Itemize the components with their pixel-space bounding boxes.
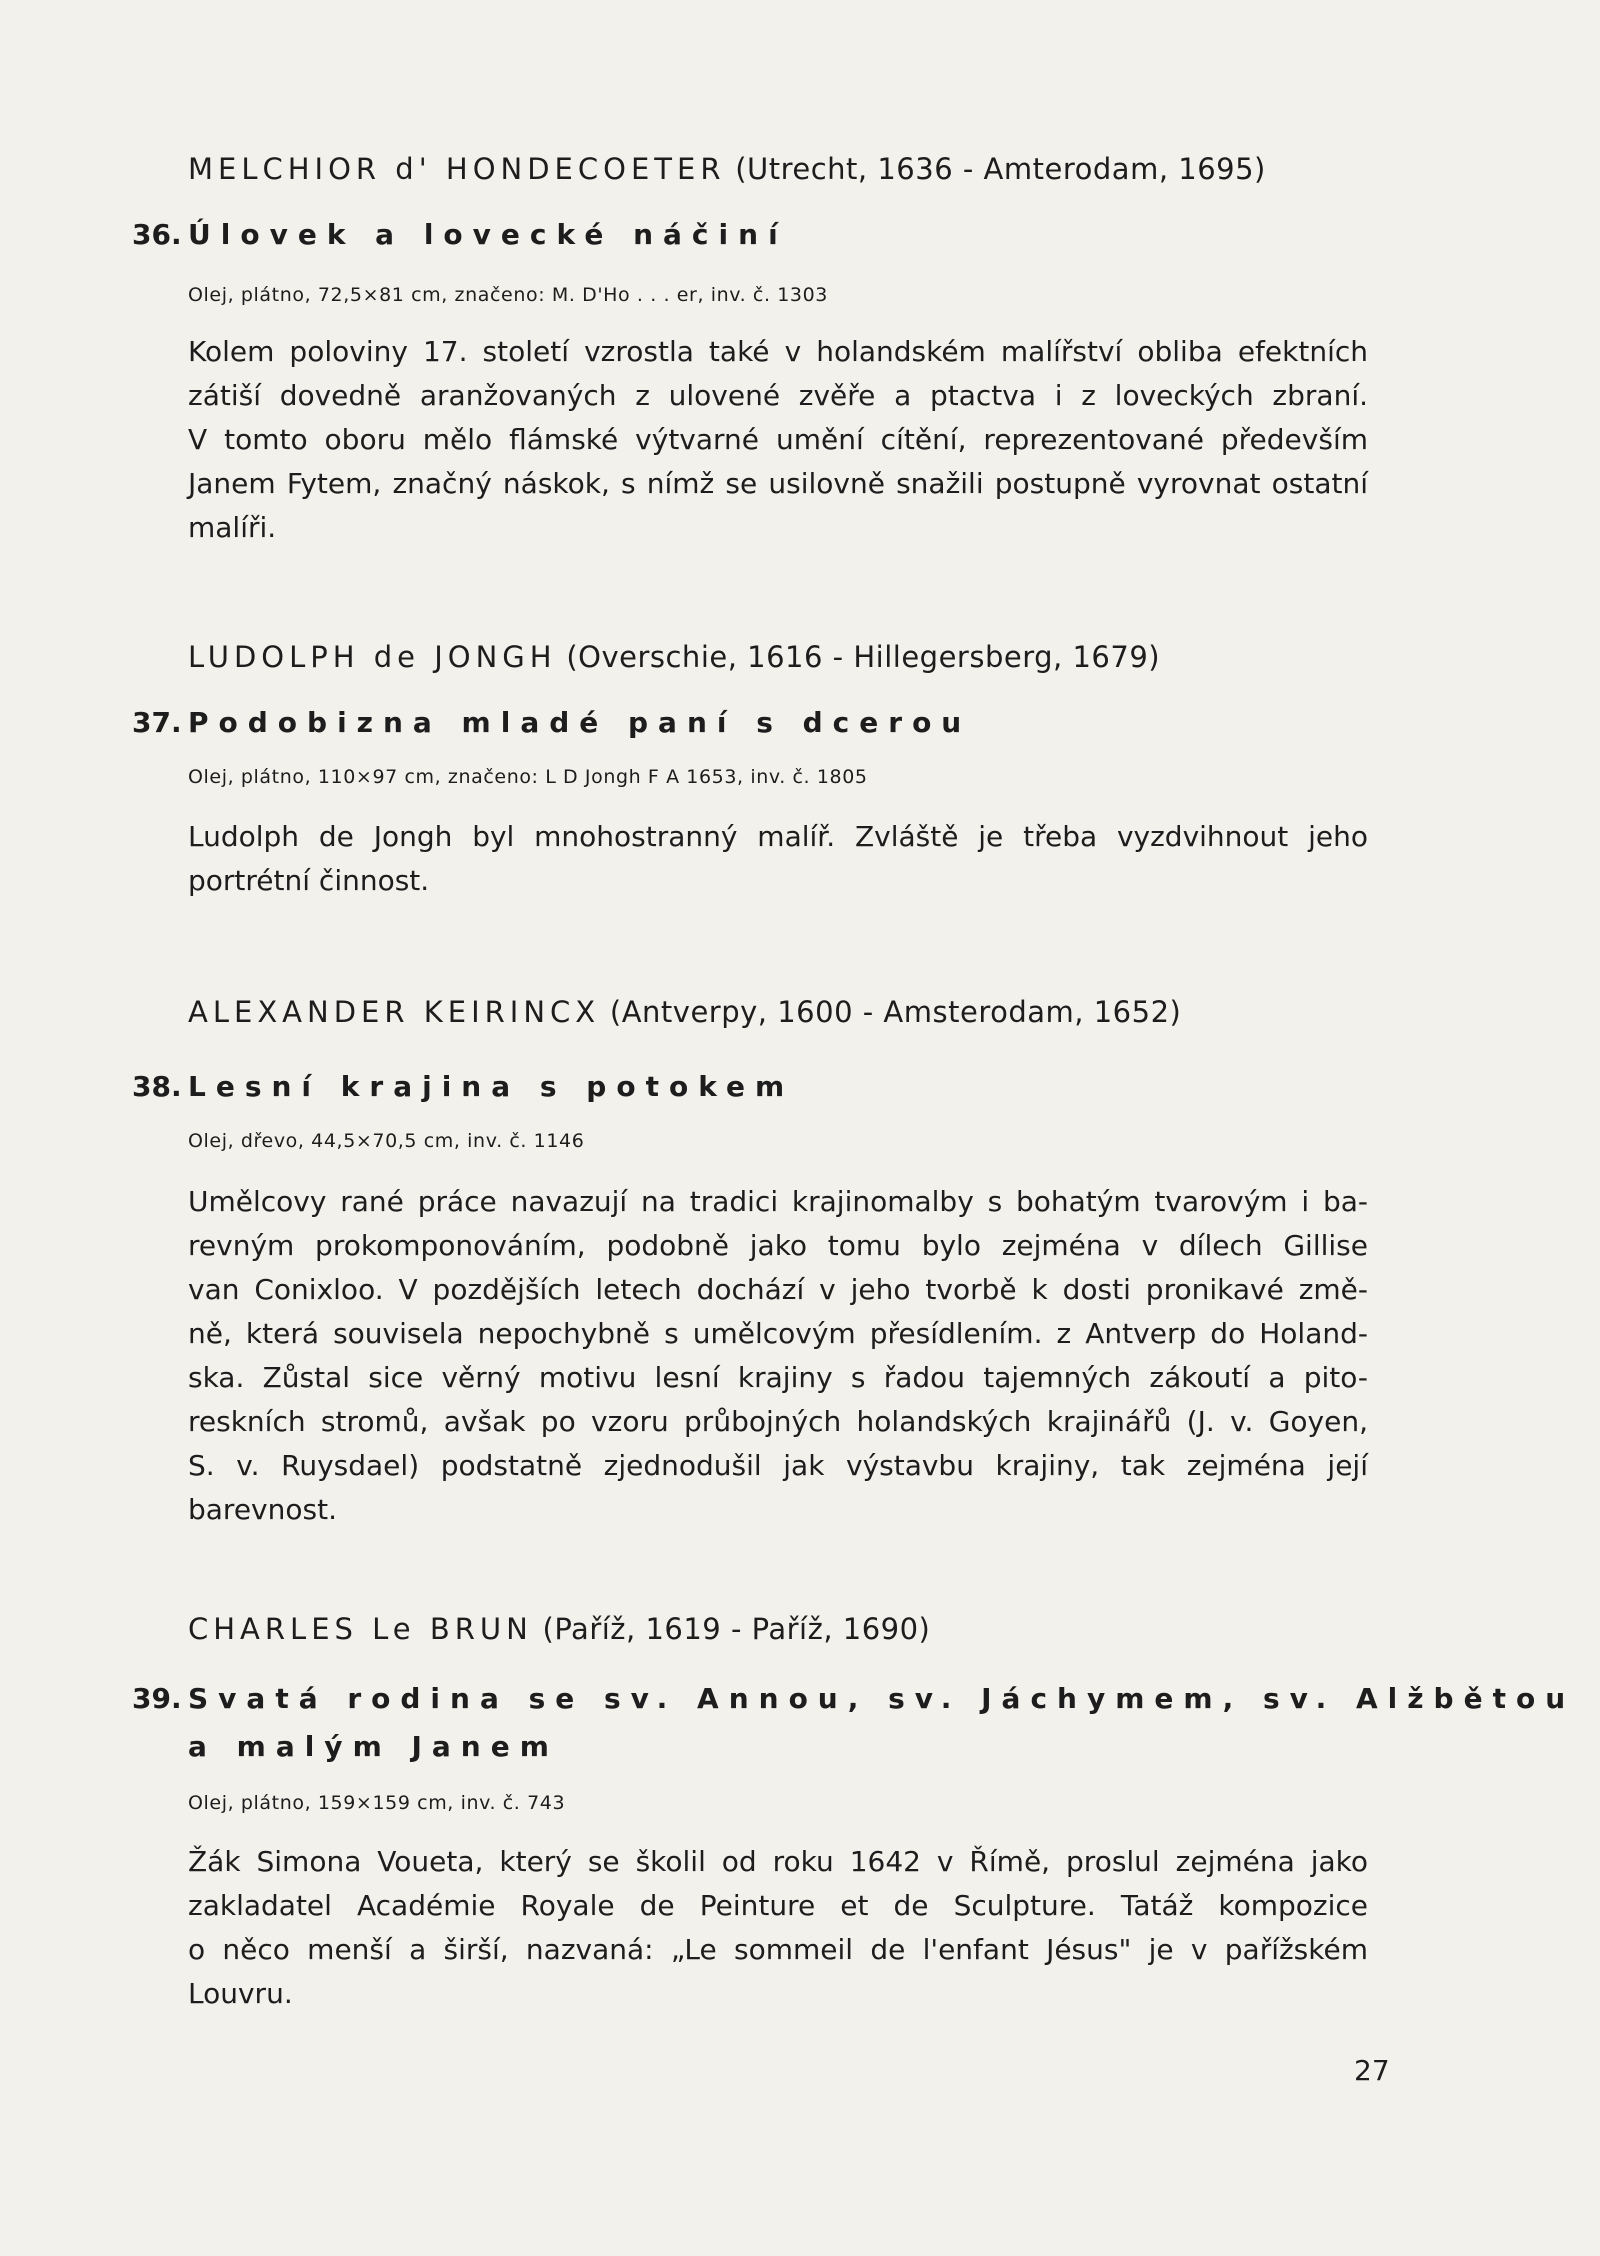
- artwork-title: Svatá rodina se sv. Annou, sv. Jáchymem, sv. Alžbětou: [188, 1682, 1576, 1715]
- catalogue-item-38-title: [132, 1070, 794, 1103]
- text-line: zakladatel Académie Royale de Peinture et de Sculpture. Tatáž kompozice: [188, 1889, 1368, 1922]
- artist-dates: (Overschie, 1616 - Hillegersberg, 1679): [566, 640, 1161, 674]
- artwork-title: Úlovek a lovecké náčiní: [188, 218, 788, 251]
- text-line: S. v. Ruysdael) podstatně zjednodušil jak výstavbu krajiny, tak zejména její: [188, 1449, 1368, 1482]
- item-number: 38.: [132, 1070, 182, 1103]
- artist-name: ALEXANDER KEIRINCX: [188, 995, 601, 1029]
- text-line: zátiší dovedně aranžovaných z ulovené zvěře a ptactva i z loveckých zbraní.: [188, 379, 1368, 412]
- artwork-details: Olej, plátno, 159×159 cm, inv. č. 743: [188, 1792, 566, 1814]
- text-line: revným prokomponováním, podobně jako tomu bylo zejména v dílech Gillise: [188, 1229, 1368, 1262]
- page-number: 27: [1354, 2054, 1390, 2087]
- artist-name: LUDOLPH de JONGH: [188, 640, 557, 674]
- text-line: van Conixloo. V pozdějších letech dochází v jeho tvorbě k dosti pronikavé změ-: [188, 1273, 1368, 1306]
- artist-dates: (Paříž, 1619 - Paříž, 1690): [542, 1612, 931, 1646]
- text-line: malíři.: [188, 511, 277, 544]
- artwork-description: [188, 1180, 1368, 1532]
- artist-heading-hondecoeter: [188, 152, 1266, 186]
- artist-dates: (Utrecht, 1636 - Amterodam, 1695): [735, 152, 1266, 186]
- catalogue-item-37-title: [132, 706, 971, 739]
- text-line: Kolem poloviny 17. století vzrostla také v holandském malířství obliba efektních: [188, 335, 1368, 368]
- text-line: Žák Simona Voueta, který se školil od roku 1642 v Římě, proslul zejména jako: [188, 1845, 1368, 1878]
- text-line: barevnost.: [188, 1493, 337, 1526]
- text-line: ska. Zůstal sice věrný motivu lesní krajiny s řadou tajemných zákoutí a pito-: [188, 1361, 1368, 1394]
- text-line: Louvru.: [188, 1977, 293, 2010]
- artwork-title-continued: a malým Janem: [188, 1730, 559, 1763]
- artwork-details: Olej, plátno, 110×97 cm, značeno: L D Jongh F A 1653, inv. č. 1805: [188, 766, 868, 788]
- text-line: ně, která souvisela nepochybně s umělcovým přesídlením. z Antverp do Holand-: [188, 1317, 1368, 1350]
- text-line: reskních stromů, avšak po vzoru průbojných holandských krajinářů (J. v. Goyen,: [188, 1405, 1368, 1438]
- text-line: Umělcovy rané práce navazují na tradici krajinomalby s bohatým tvarovým i ba-: [188, 1185, 1368, 1218]
- artwork-details: Olej, plátno, 72,5×81 cm, značeno: M. D'Ho . . . er, inv. č. 1303: [188, 284, 828, 306]
- text-line: portrétní činnost.: [188, 864, 430, 897]
- artwork-description: [188, 1840, 1368, 2016]
- artwork-description: [188, 815, 1368, 903]
- artist-name: CHARLES Le BRUN: [188, 1612, 533, 1646]
- artist-heading-le-brun: [188, 1612, 930, 1646]
- catalogue-item-39-title: [132, 1682, 1575, 1715]
- artwork-description: [188, 330, 1368, 550]
- artist-dates: (Antverpy, 1600 - Amsterodam, 1652): [609, 995, 1182, 1029]
- text-line: o něco menší a širší, nazvaná: „Le sommeil de l'enfant Jésus" je v pařížském: [188, 1933, 1368, 1966]
- item-number: 36.: [132, 218, 182, 251]
- item-number: 37.: [132, 706, 182, 739]
- catalogue-item-36-title: [132, 218, 788, 251]
- artwork-title: Podobizna mladé paní s dcerou: [188, 706, 972, 739]
- artist-heading-keirincx: [188, 995, 1181, 1029]
- artist-name: MELCHIOR d' HONDECOETER: [188, 152, 726, 186]
- text-line: Janem Fytem, značný náskok, s nímž se usilovně snažili postupně vyrovnat ostatní: [188, 467, 1368, 500]
- item-number: 39.: [132, 1682, 182, 1715]
- text-line: Ludolph de Jongh byl mnohostranný malíř. Zvláště je třeba vyzdvihnout jeho: [188, 820, 1368, 853]
- text-line: V tomto oboru mělo flámské výtvarné umění cítění, reprezentované především: [188, 423, 1368, 456]
- artwork-details: Olej, dřevo, 44,5×70,5 cm, inv. č. 1146: [188, 1130, 585, 1152]
- artist-heading-de-jongh: [188, 640, 1160, 674]
- artwork-title: Lesní krajina s potokem: [188, 1070, 795, 1103]
